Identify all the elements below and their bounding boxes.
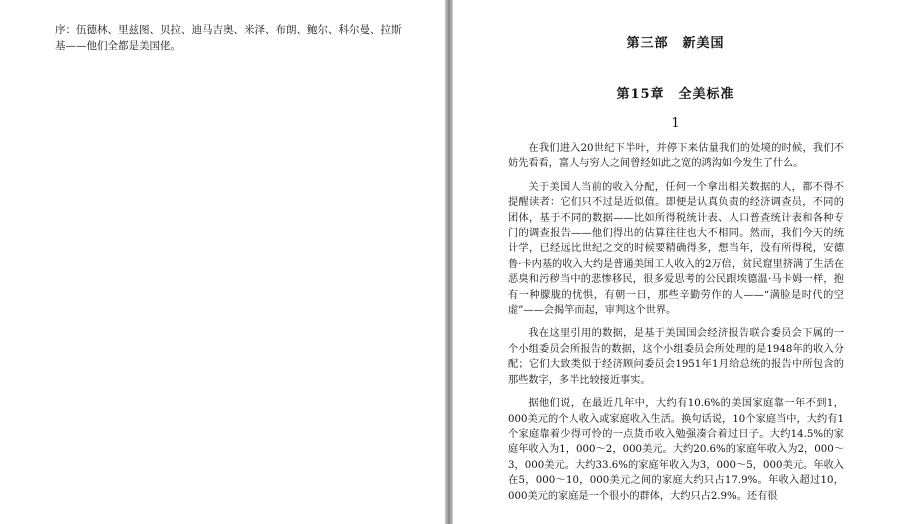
section-number: 1 [671, 116, 680, 131]
paragraph: 我在这里引用的数据，是基于美国国会经济报告联合委员会下属的一个小组委员会所报告的数据，这个小组委员会所处理的是1948年的收入分配；它们大致类似于经济顾问委员会1951年1月给总统的报告中所包含的那些数字，多半比较接近事实。 [508, 328, 844, 386]
chapter-title: 第15章 全美标准 [616, 87, 735, 102]
paragraph: 关于美国人当前的收入分配，任何一个拿出相关数据的人，都不得不提醒读者：它们只不过是近似值。即便是认真负责的经济调查员，不同的团体，基于不同的数据——比如所得税统计表、人口普查统计表和各种专门的调查报告——他们得出的估算往往也大不相同。然而，我们今天的统计学，已经远比世纪之交的时候要精确得多，想当年，没有所得税，安德鲁·卡内基的收入大约是普通美国工人收入的2万倍，贫民窟里挤满了生活在恶臭和污秽当中的悲惨移民，很多爱思考的公民跟埃德温·马卡姆一样，抱有一种朦胧的忧惧，有朝一日，那些辛勤劳作的人——“满脸是时代的空虚”——会揭竿而起，审判这个世界。 [508, 181, 844, 317]
part-title: 第三部 新美国 [626, 36, 725, 51]
left-page [0, 0, 445, 524]
page-divider [445, 0, 453, 524]
paragraph: 据他们说，在最近几年中，大约有10.6%的美国家庭靠一年不到1，000美元的个人收入或家庭收入生活。换句话说，10个家庭当中，大约有1个家庭靠着少得可怜的一点货币收入勉强凑合着过日子。大约14.5%的家庭年收入为1，000～2，000美元。大约20.6%的家庭年收入为2，000～3，000美元。大约33.6%的家庭年收入为3，000～5，000美元。年收入在5，000～10，000美元之间的家庭大约只占17.9%。年收入超过10，000美元的家庭是一个很小的群体，大约只占2.9%。还有很 [508, 398, 844, 502]
body-text [508, 141, 844, 512]
right-page [453, 0, 898, 524]
left-page-text: 序：伍德林、里兹图、贝拉、迪马吉奥、米泽、布朗、鲍尔、科尔曼、拉斯基——他们全都是美国佬。 [55, 24, 402, 52]
paragraph: 在我们进入20世纪下半叶，并停下来估量我们的处境的时候，我们不妨先看看，富人与穷人之间曾经如此之宽的鸿沟如今发生了什么。 [508, 143, 844, 170]
